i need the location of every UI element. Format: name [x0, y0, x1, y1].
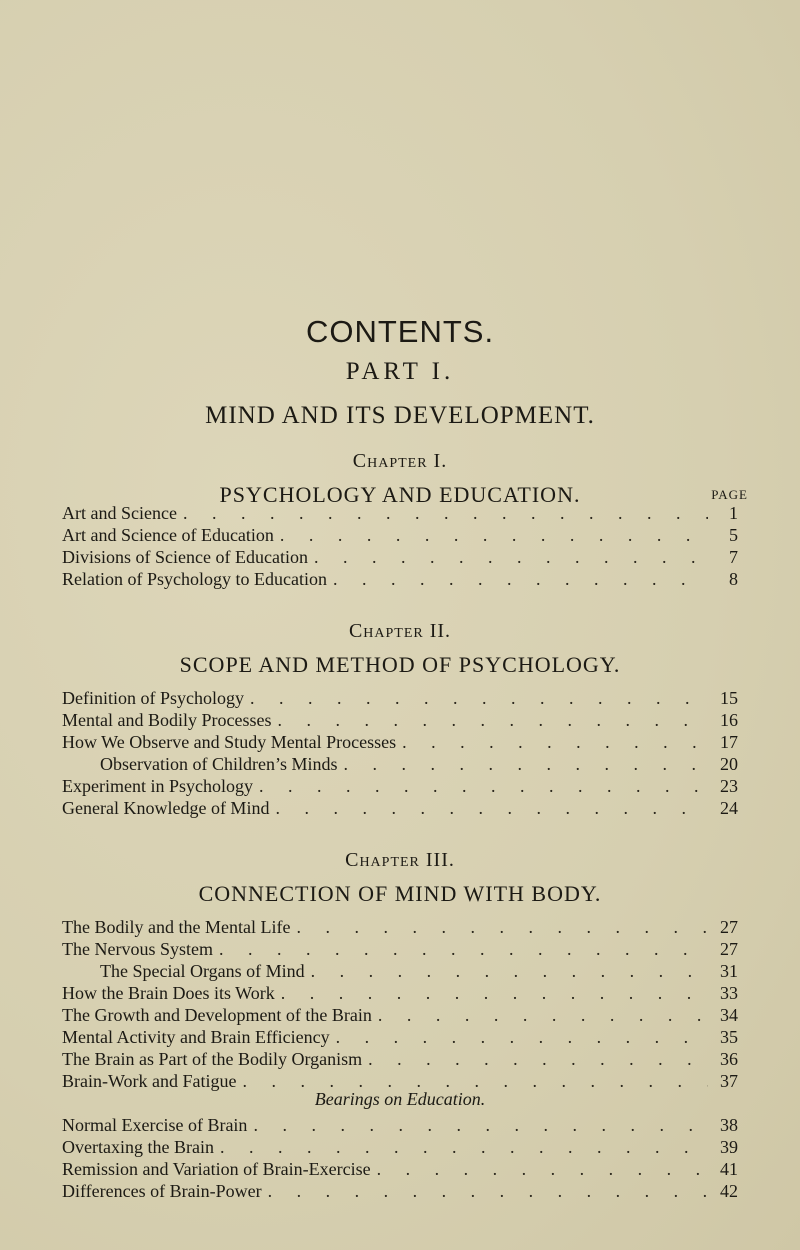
toc-entry: [62, 732, 738, 754]
toc-entry-title: Definition of Psychology: [62, 688, 244, 708]
chapter-3-label: Chapter III.: [345, 849, 455, 871]
chapter-2-title: SCOPE AND METHOD OF PSYCHOLOGY.: [179, 652, 621, 677]
toc-entry-title: Normal Exercise of Brain: [62, 1115, 248, 1135]
dot-leader: [247, 1115, 708, 1136]
dot-leader: [274, 525, 708, 546]
toc-entry-page: 20: [720, 754, 738, 774]
dot-leader: [305, 961, 708, 982]
toc-entry-page: 33: [720, 983, 738, 1003]
toc-entry-page: 16: [720, 710, 738, 730]
dot-leader: [275, 983, 708, 1004]
toc-entry-page: 23: [720, 776, 738, 796]
toc-entry-page: 8: [729, 569, 738, 589]
toc-entry-page: 7: [729, 547, 738, 567]
toc-entry-page: 31: [720, 961, 738, 981]
toc-entry-title: The Growth and Development of the Brain: [62, 1005, 372, 1025]
toc-entry: [62, 917, 738, 939]
toc-entry: [62, 710, 738, 732]
dot-leader: [269, 798, 708, 819]
toc-entry: [62, 776, 738, 798]
chapter-3-entries-b: [62, 1115, 738, 1203]
toc-entry-title: Mental and Bodily Processes: [62, 710, 272, 730]
toc-entry-page: 35: [720, 1027, 738, 1047]
toc-entry-page: 34: [720, 1005, 738, 1025]
toc-entry: [62, 503, 738, 525]
toc-entry: [62, 547, 738, 569]
toc-entry-page: 38: [720, 1115, 738, 1135]
toc-entry: [62, 1027, 738, 1049]
toc-entry-title: Art and Science: [62, 503, 177, 523]
chapter-2-entries: [62, 688, 738, 820]
toc-entry-title: Differences of Brain-Power: [62, 1181, 262, 1201]
toc-entry-page: 42: [720, 1181, 738, 1201]
dot-leader: [244, 688, 708, 709]
toc-entry: [62, 525, 738, 547]
toc-entry-title: The Special Organs of Mind: [100, 961, 305, 981]
toc-entry-page: 27: [720, 917, 738, 937]
toc-entry-page: 39: [720, 1137, 738, 1157]
dot-leader: [327, 569, 708, 590]
chapter-3-entries-a: [62, 917, 738, 1093]
toc-entry: [62, 569, 738, 591]
dot-leader: [396, 732, 708, 753]
chapter-3-subheading: Bearings on Education.: [314, 1089, 486, 1109]
toc-entry-title: How the Brain Does its Work: [62, 983, 275, 1003]
toc-entry-title: Remission and Variation of Brain-Exercise: [62, 1159, 371, 1179]
dot-leader: [371, 1159, 708, 1180]
dot-leader: [372, 1005, 708, 1026]
toc-entry-title: How We Observe and Study Mental Processes: [62, 732, 397, 752]
toc-entry-title: Brain-Work and Fatigue: [62, 1071, 237, 1091]
dot-leader: [271, 710, 708, 731]
toc-entry-page: 27: [720, 939, 738, 959]
toc-entry: [62, 1137, 738, 1159]
toc-entry-title: The Bodily and the Mental Life: [62, 917, 291, 937]
toc-entry-page: 24: [720, 798, 738, 818]
toc-entry: [62, 688, 738, 710]
toc-entry-title: The Nervous System: [62, 939, 213, 959]
chapter-1-label: Chapter I.: [352, 450, 448, 472]
dot-leader: [177, 503, 708, 524]
toc-entry: [62, 1115, 738, 1137]
toc-entry: [62, 1159, 738, 1181]
chapter-1-title: PSYCHOLOGY AND EDUCATION.: [219, 482, 581, 507]
page-column-header: PAGE: [711, 487, 748, 502]
toc-entry-title: Overtaxing the Brain: [62, 1137, 214, 1157]
toc-entry: [62, 939, 738, 961]
toc-entry-page: 15: [720, 688, 738, 708]
dot-leader: [262, 1181, 708, 1202]
toc-entry: [62, 754, 738, 776]
toc-entry-page: 41: [720, 1159, 738, 1179]
toc-entry-page: 37: [720, 1071, 738, 1091]
chapter-3-title: CONNECTION OF MIND WITH BODY.: [198, 881, 602, 906]
toc-entry-page: 1: [729, 503, 738, 523]
toc-entry-title: Mental Activity and Brain Efficiency: [62, 1027, 330, 1047]
toc-entry: [62, 798, 738, 820]
toc-entry: [62, 1049, 738, 1071]
dot-leader: [337, 754, 708, 775]
dot-leader: [308, 547, 708, 568]
dot-leader: [290, 917, 708, 938]
dot-leader: [330, 1027, 708, 1048]
toc-entry-page: 5: [729, 525, 738, 545]
part-subtitle: MIND AND ITS DEVELOPMENT.: [205, 402, 595, 429]
toc-entry: [62, 1181, 738, 1203]
chapter-1-entries: [62, 503, 738, 591]
toc-entry-page: 17: [720, 732, 738, 752]
toc-entry-title: Divisions of Science of Education: [62, 547, 308, 567]
dot-leader: [213, 939, 708, 960]
toc-entry-title: Art and Science of Education: [62, 525, 274, 545]
toc-entry-page: 36: [720, 1049, 738, 1069]
toc-entry-title: General Knowledge of Mind: [62, 798, 270, 818]
toc-entry-title: Observation of Children’s Minds: [100, 754, 338, 774]
toc-entry: [62, 961, 738, 983]
toc-entry-title: Relation of Psychology to Education: [62, 569, 327, 589]
toc-entry: [62, 1005, 738, 1027]
toc-entry-title: The Brain as Part of the Bodily Organism: [62, 1049, 363, 1069]
contents-title: CONTENTS.: [305, 314, 495, 349]
dot-leader: [214, 1137, 708, 1158]
toc-entry-title: Experiment in Psychology: [62, 776, 253, 796]
dot-leader: [362, 1049, 708, 1070]
part-title: PART I.: [345, 358, 455, 385]
dot-leader: [253, 776, 708, 797]
toc-entry: [62, 983, 738, 1005]
chapter-2-label: Chapter II.: [348, 620, 452, 642]
